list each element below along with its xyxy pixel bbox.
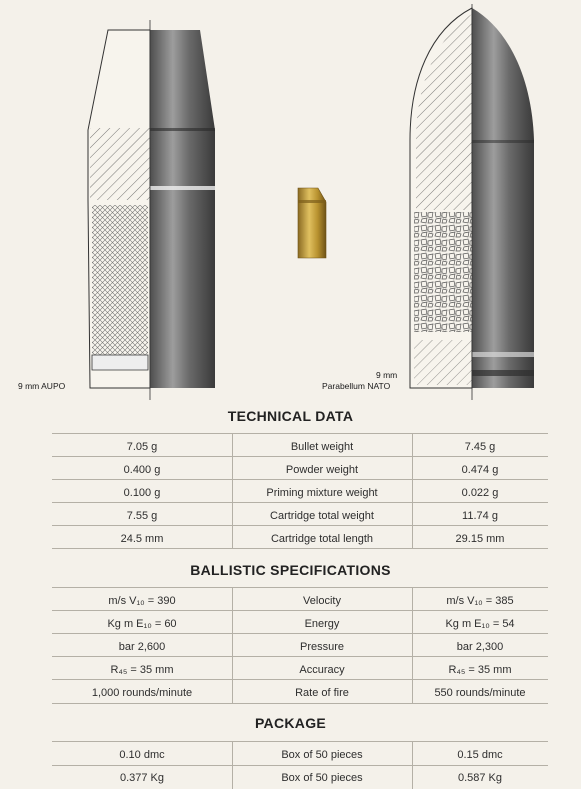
table-row	[0, 528, 581, 550]
aupo-caption: 9 mm AUPO	[18, 381, 66, 391]
row-label: Cartridge total length	[270, 533, 374, 545]
parabellum-value: 11.74 g	[462, 510, 498, 522]
parabellum-value: 0.474 g	[461, 464, 499, 476]
row-label: Pressure	[299, 641, 345, 653]
row-label: Box of 50 pieces	[281, 749, 363, 761]
aupo-value: 7.05 g	[126, 441, 158, 453]
aupo-value: Kg m E₁₀ = 60	[107, 618, 177, 630]
aupo-value: 0.100 g	[123, 487, 161, 499]
table-row	[0, 767, 581, 789]
parabellum-value: 0.15 dmc	[457, 749, 503, 761]
parabellum-value: 7.45 g	[464, 441, 496, 453]
technical-data-title: TECHNICAL DATA	[227, 408, 354, 424]
table-row	[0, 682, 581, 704]
aupo-value: 0.10 dmc	[119, 749, 165, 761]
row-label: Cartridge total weight	[270, 510, 374, 522]
ballistic-specifications-title: BALLISTIC SPECIFICATIONS	[190, 562, 391, 578]
table-row	[0, 659, 581, 681]
aupo-cartridge-drawing	[88, 20, 215, 400]
row-label: Box of 50 pieces	[281, 772, 363, 784]
aupo-value: m/s V₁₀ = 390	[108, 595, 176, 607]
table-row	[0, 636, 581, 658]
row-label: Energy	[304, 618, 340, 630]
parabellum-value: R₄₅ = 35 mm	[448, 664, 512, 676]
parabellum-value: 29.15 mm	[455, 533, 505, 545]
parabellum-cartridge-drawing	[410, 4, 534, 400]
parabellum-value: Kg m E₁₀ = 54	[445, 618, 515, 630]
parabellum-value: m/s V₁₀ = 385	[446, 595, 514, 607]
table-row	[0, 590, 581, 612]
aupo-value: 0.377 Kg	[119, 772, 165, 784]
table-row	[0, 505, 581, 527]
parabellum-value: 0.022 g	[461, 487, 499, 499]
bullet-photo	[298, 188, 326, 258]
row-label: Velocity	[303, 595, 341, 607]
table-row	[0, 482, 581, 504]
aupo-value: 1,000 rounds/minute	[91, 687, 193, 699]
parabellum-value: 550 rounds/minute	[434, 687, 526, 699]
table-row	[0, 436, 581, 458]
parabellum-caption-line2: Parabellum NATO	[322, 381, 391, 391]
aupo-value: 7.55 g	[126, 510, 158, 522]
row-label: Powder weight	[285, 464, 359, 476]
parabellum-value: 0.587 Kg	[457, 772, 503, 784]
table-row	[0, 613, 581, 635]
row-label: Accuracy	[299, 664, 345, 676]
aupo-value: R₄₅ = 35 mm	[110, 664, 174, 676]
aupo-value: bar 2,600	[118, 641, 166, 653]
table-row	[0, 744, 581, 766]
row-label: Bullet weight	[290, 441, 354, 453]
aupo-value: 24.5 mm	[120, 533, 164, 545]
parabellum-value: bar 2,300	[456, 641, 504, 653]
row-label: Rate of fire	[295, 687, 349, 699]
package-title: PACKAGE	[254, 715, 327, 731]
row-label: Priming mixture weight	[266, 487, 378, 499]
aupo-value: 0.400 g	[123, 464, 161, 476]
parabellum-caption-line1: 9 mm	[376, 370, 398, 380]
table-row	[0, 459, 581, 481]
